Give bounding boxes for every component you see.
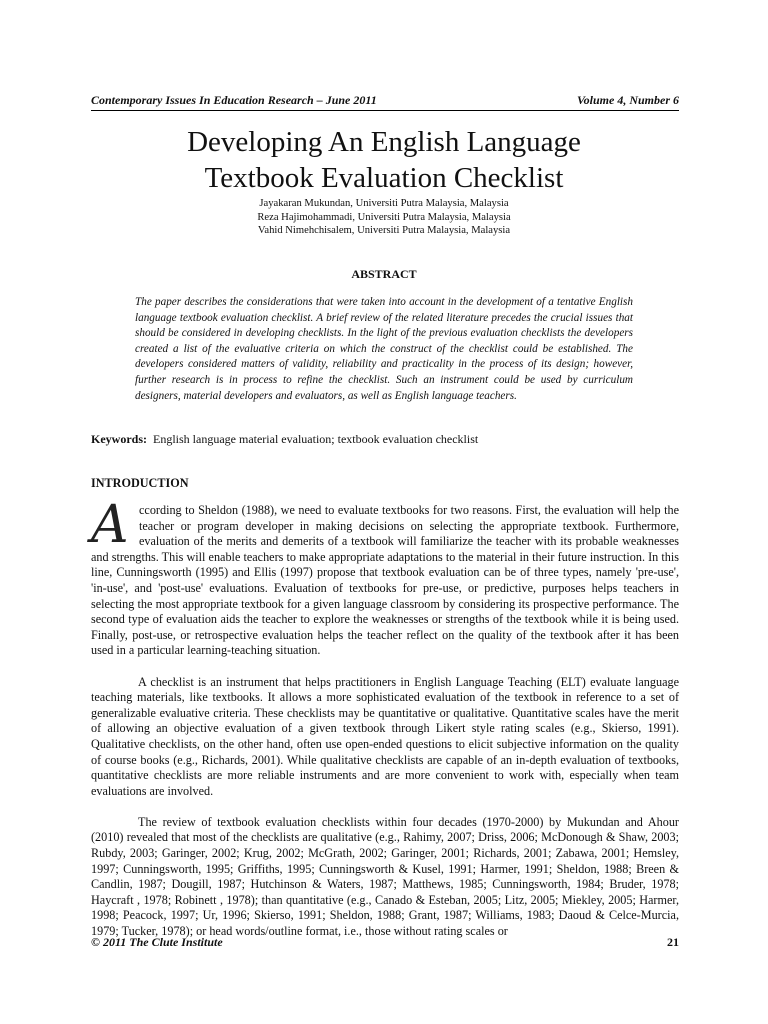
title-line-1: Developing An English Language bbox=[187, 126, 581, 158]
title-line-2: Textbook Evaluation Checklist bbox=[204, 162, 564, 194]
introduction-body bbox=[91, 495, 679, 955]
paragraph-3: The review of textbook evaluation checklists within four decades (1970-2000) by Mukundan and Ahour (2010) revealed that most of the checklists are qualitative (e.g., Rahimy, 2007; Driss, 2006; McDonough & Shaw, 2003; Rubdy, 2003; Garinger, 2002; Krug, 2002; McGrath, 2002; Garinger, 2001; Richards, 2001; Zabawa, 2001; Hemsley, 1997; Cunningsworth, 1995; Griffiths, 1995; Cunningsworth & Kusel, 1991; Harmer, 1991; Sheldon, 1988; Breen & Candlin, 1987; Dougill, 1987; Hutchinson & Waters, 1987; Matthews, 1985; Cunningsworth, 1984; Bruder, 1978; Haycraft , 1978; Robinett , 1978); than quantitative (e.g., Canado & Esteban, 2005; Litz, 2005; Miekley, 2005; Harmer, 1998; Peacock, 1997; Ur, 1996; Skierso, 1991; Sheldon, 1988; Grant, 1987; Williams, 1983; Daoud & Celce-Murcia, 1979; Tucker, 1978); or head words/outline format, i.e., those without rating scales or bbox=[91, 814, 679, 939]
journal-name: Contemporary Issues In Education Research – June 2011 bbox=[91, 93, 377, 107]
paper-title bbox=[0, 124, 768, 196]
page-number: 21 bbox=[667, 935, 679, 949]
introduction-heading: INTRODUCTION bbox=[91, 476, 189, 490]
author-1: Jayakaran Mukundan, Universiti Putra Malaysia, Malaysia bbox=[259, 198, 509, 209]
paragraph-1 bbox=[91, 495, 679, 659]
keywords-label: Keywords: bbox=[91, 432, 147, 446]
abstract-heading: ABSTRACT bbox=[351, 267, 417, 281]
copyright-notice: © 2011 The Clute Institute bbox=[91, 935, 223, 949]
author-list bbox=[0, 197, 768, 238]
keywords bbox=[91, 432, 679, 447]
volume-number: Volume 4, Number 6 bbox=[576, 93, 679, 107]
paragraph-2: A checklist is an instrument that helps practitioners in English Language Teaching (ELT) evaluate language teaching materials, like textbooks. It allows a more sophisticated evaluation of the textbook in reference to a set of generalizable evaluative criteria. These checklists may be quantitative or qualitative. Quantitative scales have the merit of allowing an objective evaluation of a given textbook through Likert style rating scales (e.g., Skierso, 1991). Qualitative checklists, on the other hand, often use open-ended questions to elicit subjective information on the quality of course books (e.g., Richards, 2001). While qualitative checklists are capable of an in-depth evaluation of textbooks, quantitative checklists are more reliable instruments and are more convenient to work with, especially when team evaluations are involved. bbox=[91, 674, 679, 798]
keywords-text: English language material evaluation; textbook evaluation checklist bbox=[153, 432, 479, 446]
running-header bbox=[91, 93, 679, 108]
author-2: Reza Hajimohammadi, Universiti Putra Malaysia, Malaysia bbox=[257, 211, 511, 223]
paragraph-1-text: ccording to Sheldon (1988), we need to evaluate textbooks for two reasons. First, the evaluation will help the teacher or program developer in making decisions on selecting the appropriate textbook. Furthermore, evaluation of the merits and demerits of a textbook will familiarize the teacher with its probable weaknesses and strengths. This will enable teachers to make appropriate adaptations to the material in their future instruction. In this line, Cunningsworth (1995) and Ellis (1997) propose that textbook evaluation can be of three types, namely 'pre-use', 'in-use', and 'post-use' evaluations. Evaluation of textbooks for pre-use, or predictive, purposes helps teachers in selecting the most appropriate textbook for a given language classroom by considering its prospective performance. The second type of evaluation aids the teacher to explore the weaknesses or strengths of the textbook while it is being used. Finally, post-use, or retrospective evaluation helps the teacher reflect on the quality of the textbook after it has been used in a particular learning-teaching situation. bbox=[91, 503, 679, 658]
page-footer bbox=[91, 935, 679, 950]
author-3: Vahid Nimehchisalem, Universiti Putra Malaysia, Malaysia bbox=[257, 225, 511, 236]
abstract-text: The paper describes the considerations that were taken into account in the development of a tentative English language textbook evaluation checklist. A brief review of the related literature precedes the crucial issues that should be considered in developing checklists. In the light of the previous evaluation checklists the developers created a list of the evaluative criteria on which the construct of the checklist could be established. The developers considered matters of validity, reliability and practicality in the process of its design; however, further research is in process to refine the checklist. Such an instrument could be used by curriculum designers, material developers and evaluators, as well as English language teachers. bbox=[135, 296, 633, 402]
drop-cap: A bbox=[91, 495, 129, 555]
header-rule bbox=[91, 110, 679, 111]
